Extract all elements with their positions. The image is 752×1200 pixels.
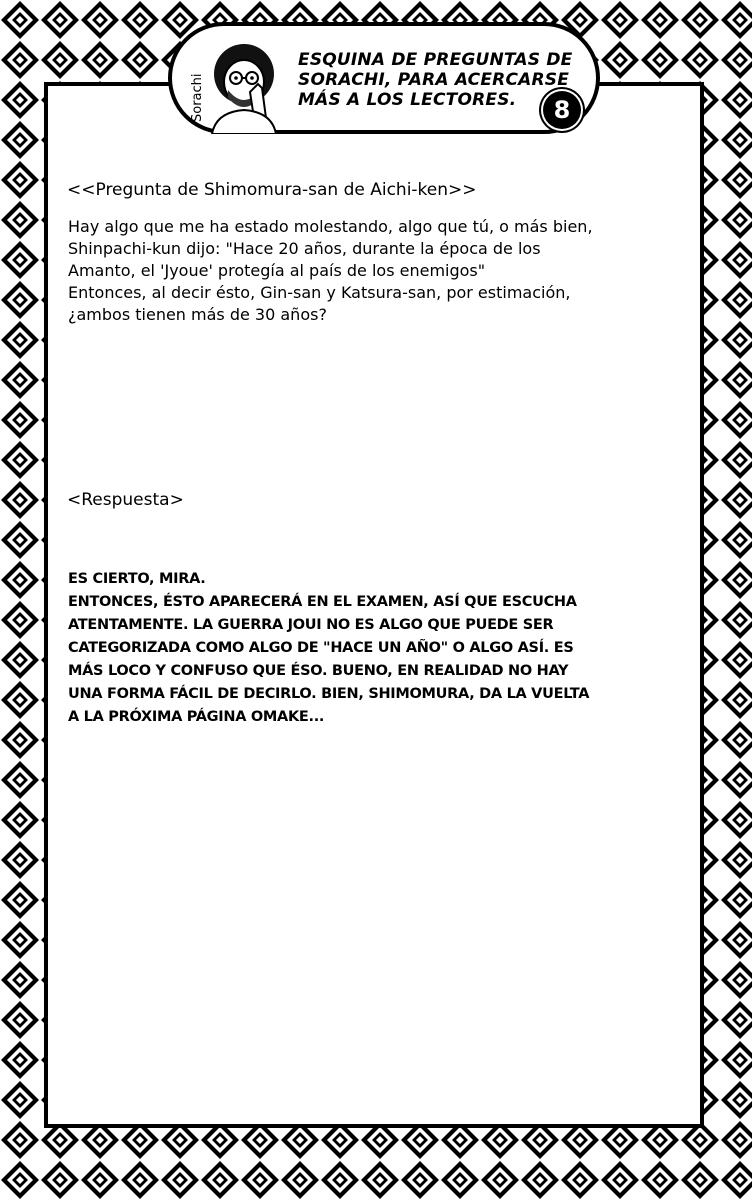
answer-text	[68, 568, 698, 729]
question-line: Entonces, al decir ésto, Gin-san y Katsura-san, por estimación,	[68, 283, 571, 302]
question-line: Amanto, el 'Jyoue' protegía al país de los enemigos"	[68, 261, 486, 280]
question-line: ¿ambos tienen más de 30 años?	[68, 305, 327, 324]
answer-line: ATENTAMENTE. LA GUERRA JOUI NO ES ALGO QUE PUEDE SER	[68, 617, 554, 633]
corner-title-line: MÁS A LOS LECTORES.	[298, 90, 517, 110]
question-line: Shinpachi-kun dijo: "Hace 20 años, durante la época de los	[68, 239, 541, 258]
question-text	[68, 216, 688, 326]
question-heading: <<Pregunta de Shimomura-san de Aichi-ken>>	[67, 180, 477, 200]
answer-line: UNA FORMA FÁCIL DE DECIRLO. BIEN, SHIMOMURA, DA LA VUELTA	[68, 686, 590, 702]
issue-number-badge: 8	[543, 91, 581, 129]
answer-line: MÁS LOCO Y CONFUSO QUE ÉSO. BUENO, EN REALIDAD NO HAY	[68, 663, 569, 679]
answer-line: ENTONCES, ÉSTO APARECERÁ EN EL EXAMEN, ASÍ QUE ESCUCHA	[68, 594, 577, 610]
author-label: Sorachi	[190, 73, 205, 123]
question-line: Hay algo que me ha estado molestando, algo que tú, o más bien,	[68, 217, 593, 236]
author-portrait-icon	[206, 38, 282, 134]
corner-title-line: SORACHI, PARA ACERCARSE	[298, 70, 570, 90]
corner-title-line: ESQUINA DE PREGUNTAS DE	[298, 50, 573, 70]
corner-title	[298, 50, 573, 110]
answer-line: CATEGORIZADA COMO ALGO DE "HACE UN AÑO" O ALGO ASÍ. ES	[68, 640, 574, 656]
answer-line: A LA PRÓXIMA PÁGINA OMAKE...	[68, 709, 325, 725]
answer-heading: <Respuesta>	[67, 490, 184, 510]
answer-line: ES CIERTO, MIRA.	[68, 571, 206, 587]
